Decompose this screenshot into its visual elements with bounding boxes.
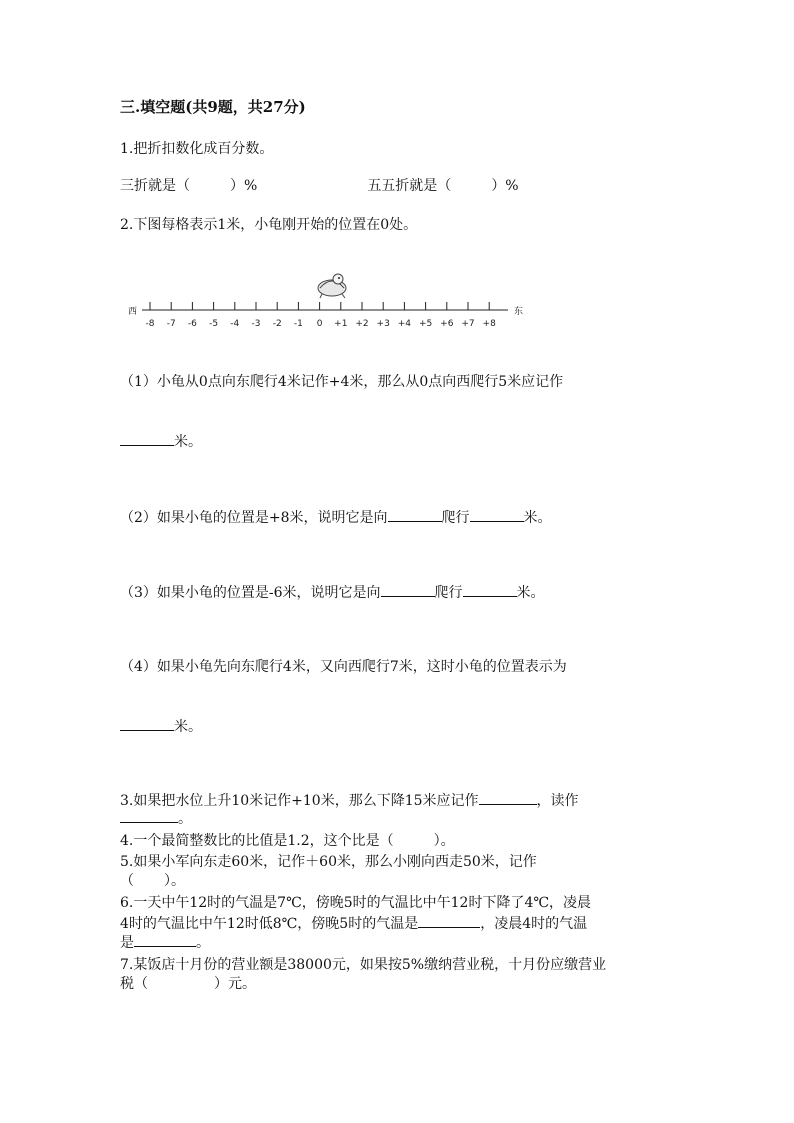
q6-line3 <box>120 932 210 952</box>
q5-line1: 5.如果小军向东走60米，记作＋60米，那么小刚向西走50米，记作 <box>120 854 537 870</box>
q2-p2-pre: （2）如果小龟的位置是+8米，说明它是向 <box>120 510 388 526</box>
q2-p2-blank-distance[interactable] <box>470 507 524 522</box>
q6-blank-evening[interactable] <box>418 913 480 928</box>
tick-label: -3 <box>251 319 261 329</box>
q2-p1-tail: 米。 <box>174 434 202 450</box>
tick-label: 0 <box>316 319 323 329</box>
tick-label: +1 <box>334 319 348 329</box>
tick-label: -7 <box>166 319 176 329</box>
tick-label: -6 <box>187 319 197 329</box>
q5-pre: （ <box>120 873 134 889</box>
q3-line1 <box>120 790 579 810</box>
tick-label: +4 <box>397 319 412 329</box>
q4-text: 4.一个最简整数比的比值是1.2，这个比是（ <box>120 833 394 849</box>
q2-p2-mid: 爬行 <box>441 510 470 526</box>
tick-label: -2 <box>272 319 282 329</box>
q6-line2 <box>120 913 587 933</box>
q2-p3-tail: 米。 <box>516 585 545 601</box>
q2-p4-tail: 米。 <box>174 719 202 735</box>
q1-a-suffix: ）% <box>230 178 258 194</box>
q2-p3-pre: （3）如果小龟的位置是-6米，说明它是向 <box>120 585 381 601</box>
q3-tail: 。 <box>178 811 192 827</box>
west-label: 西 <box>128 307 138 317</box>
q2-p1: （1）小龟从0点向东爬行4米记作+4米，那么从0点向西爬行5米应记作 <box>120 374 564 390</box>
q2-p1-blank[interactable] <box>120 431 174 446</box>
q2-p2 <box>120 507 552 527</box>
east-label: 东 <box>514 307 524 317</box>
q2-p3-mid: 爬行 <box>434 585 463 601</box>
q5-tail: ）。 <box>164 873 185 889</box>
q6-blank-morning[interactable] <box>134 932 196 947</box>
q1-a-label: 三折就是（ <box>120 178 190 194</box>
q2-p3-blank-distance[interactable] <box>463 582 517 597</box>
tick-label: -1 <box>293 319 303 329</box>
tick-label: +6 <box>440 319 454 329</box>
tick-label: -5 <box>209 319 219 329</box>
q1-b-label: 五五折就是（ <box>367 178 452 194</box>
q3-blank-record[interactable] <box>479 790 537 805</box>
q2-p3-blank-direction[interactable] <box>381 582 435 597</box>
q7-line2 <box>120 975 256 993</box>
tick-label: -4 <box>230 319 240 329</box>
q7-line1: 7.某饭店十月份的营业额是38000元，如果按5%缴纳营业税，十月份应缴营业 <box>120 957 607 973</box>
tick-label: +3 <box>376 319 390 329</box>
tick-label: -8 <box>145 319 155 329</box>
q1-stem: 1.把折扣数化成百分数。 <box>120 141 274 157</box>
q2-p3 <box>120 582 545 602</box>
q2-p2-tail: 米。 <box>523 510 552 526</box>
q6-line3-pre: 是 <box>120 935 134 951</box>
q3-mid: ，读作 <box>536 793 579 809</box>
q5-line2 <box>120 872 185 890</box>
q3-pre: 3.如果把水位上升10米记作+10米，那么下降15米应记作 <box>120 793 479 809</box>
q6-line1: 6.一天中午12时的气温是7℃，傍晚5时的气温比中午12时下降了4℃，凌晨 <box>120 895 592 911</box>
q3-blank-read[interactable] <box>120 808 178 823</box>
q2-stem: 2.下图每格表示1米，小龟刚开始的位置在0处。 <box>120 217 418 233</box>
tick-label: +2 <box>355 319 369 329</box>
q2-p4: （4）如果小龟先向东爬行4米，又向西爬行7米，这时小龟的位置表示为 <box>120 659 567 675</box>
q6-line3-tail: 。 <box>196 935 210 951</box>
number-line <box>120 262 540 332</box>
tick-label: +5 <box>418 319 433 329</box>
q7-pre: 税（ <box>120 976 148 992</box>
section-title: 三.填空题(共9题，共27分) <box>120 98 306 116</box>
q2-p4-blank[interactable] <box>120 716 174 731</box>
q2-p2-blank-direction[interactable] <box>388 507 442 522</box>
q3-line2 <box>120 808 192 828</box>
tick-label: +7 <box>461 319 475 329</box>
q2-p1-answer <box>120 431 202 451</box>
q7-tail: ）元。 <box>214 976 256 992</box>
q4-tail: ）。 <box>433 833 455 849</box>
turtle-icon <box>318 274 346 298</box>
q6-line2-pre: 4时的气温比中午12时低8℃，傍晚5时的气温是 <box>120 916 419 932</box>
q2-p4-answer <box>120 716 202 736</box>
q1-b-suffix: ）% <box>491 178 519 194</box>
q1-answers <box>120 177 519 195</box>
q4-line <box>120 832 455 850</box>
q6-line2-tail: ，凌晨4时的气温 <box>480 916 588 932</box>
tick-label: +8 <box>482 319 496 329</box>
